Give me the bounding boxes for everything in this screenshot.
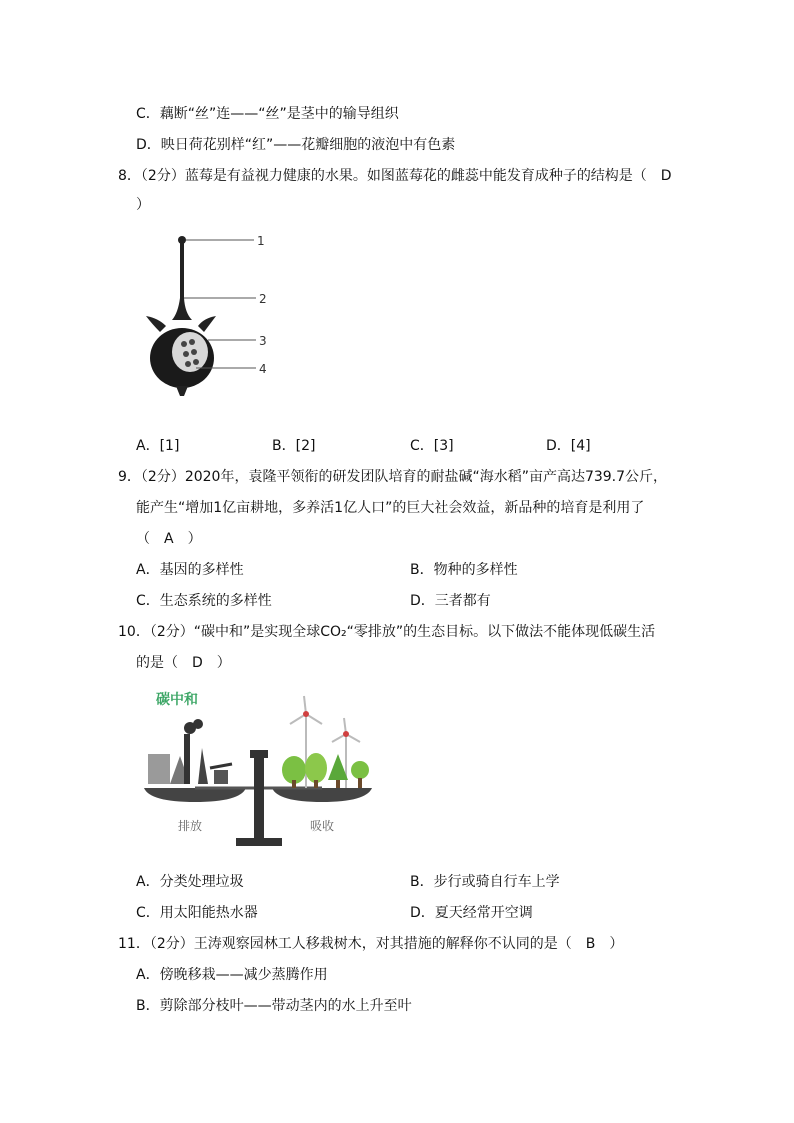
label-1: 1 bbox=[257, 234, 265, 248]
q11-stem-line1: 11．（2分）王涛观察园林工人移栽树木，对其措施的解释你不认同的是（ B ） bbox=[118, 936, 624, 952]
q10-option-a: A．分类处理垃圾 bbox=[136, 874, 244, 890]
q8-option-b: B．[2] bbox=[272, 438, 316, 454]
label-3: 3 bbox=[259, 334, 267, 348]
balance-stand bbox=[254, 758, 264, 840]
label-2: 2 bbox=[259, 292, 267, 306]
factory-icon bbox=[148, 754, 170, 784]
style-shape bbox=[172, 242, 192, 320]
carbon-neutral-figure bbox=[140, 684, 380, 856]
q9-stem-line3: （ A ） bbox=[136, 531, 202, 547]
right-pan bbox=[272, 788, 372, 802]
q10-stem-line1: 10．（2分）“碳中和”是实现全球CO₂“零排放”的生态目标。以下做法不能体现低碳生活 bbox=[118, 624, 656, 640]
pump-jack-icon bbox=[214, 770, 228, 784]
q8-option-a: A．[1] bbox=[136, 438, 180, 454]
emission-label: 排放 bbox=[178, 819, 203, 833]
wind-turbine-icon bbox=[303, 711, 309, 717]
q11-option-b: B．剪除部分枝叶——带动茎内的水上升至叶 bbox=[136, 998, 412, 1014]
q9-stem-line1: 9．（2分）2020年，袁隆平领衔的研发团队培育的耐盐碱“海水稻”亩产高达739.7公斤， bbox=[118, 469, 668, 485]
q9-option-d: D．三者都有 bbox=[410, 593, 491, 609]
q9-option-a: A．基因的多样性 bbox=[136, 562, 244, 578]
oil-derrick-icon bbox=[198, 748, 208, 784]
q9-stem-line2: 能产生“增加1亿亩耕地，多养活1亿人口”的巨大社会效益，新品种的培育是利用了 bbox=[136, 500, 645, 516]
label-4: 4 bbox=[259, 362, 267, 376]
q8-option-d: D．[4] bbox=[546, 438, 591, 454]
q9-option-c: C．生态系统的多样性 bbox=[136, 593, 272, 609]
q10-stem-line2: 的是（ D ） bbox=[136, 655, 231, 671]
blueberry-pistil-figure bbox=[138, 228, 278, 398]
q9-option-b: B．物种的多样性 bbox=[410, 562, 518, 578]
q10-option-d: D．夏天经常开空调 bbox=[410, 905, 533, 921]
q8-stem-line1: 8．（2分）蓝莓是有益视力健康的水果。如图蓝莓花的雌蕊中能发育成种子的结构是（ D bbox=[118, 168, 672, 184]
left-pan bbox=[144, 788, 246, 802]
q7-option-d: D．映日荷花别样“红”——花瓣细胞的液泡中有色素 bbox=[136, 137, 456, 153]
q8-option-c: C．[3] bbox=[410, 438, 454, 454]
q10-option-c: C．用太阳能热水器 bbox=[136, 905, 258, 921]
tree-icon bbox=[282, 756, 306, 784]
chimney-icon bbox=[184, 734, 190, 784]
absorption-label: 吸收 bbox=[310, 819, 335, 833]
q7-option-c: C．藕断“丝”连——“丝”是茎中的输导组织 bbox=[136, 106, 399, 122]
q8-stem-line2: ） bbox=[136, 197, 150, 213]
figure-title: 碳中和 bbox=[156, 692, 198, 708]
q11-option-a: A．傍晚移栽——减少蒸腾作用 bbox=[136, 967, 328, 983]
q10-option-b: B．步行或骑自行车上学 bbox=[410, 874, 560, 890]
